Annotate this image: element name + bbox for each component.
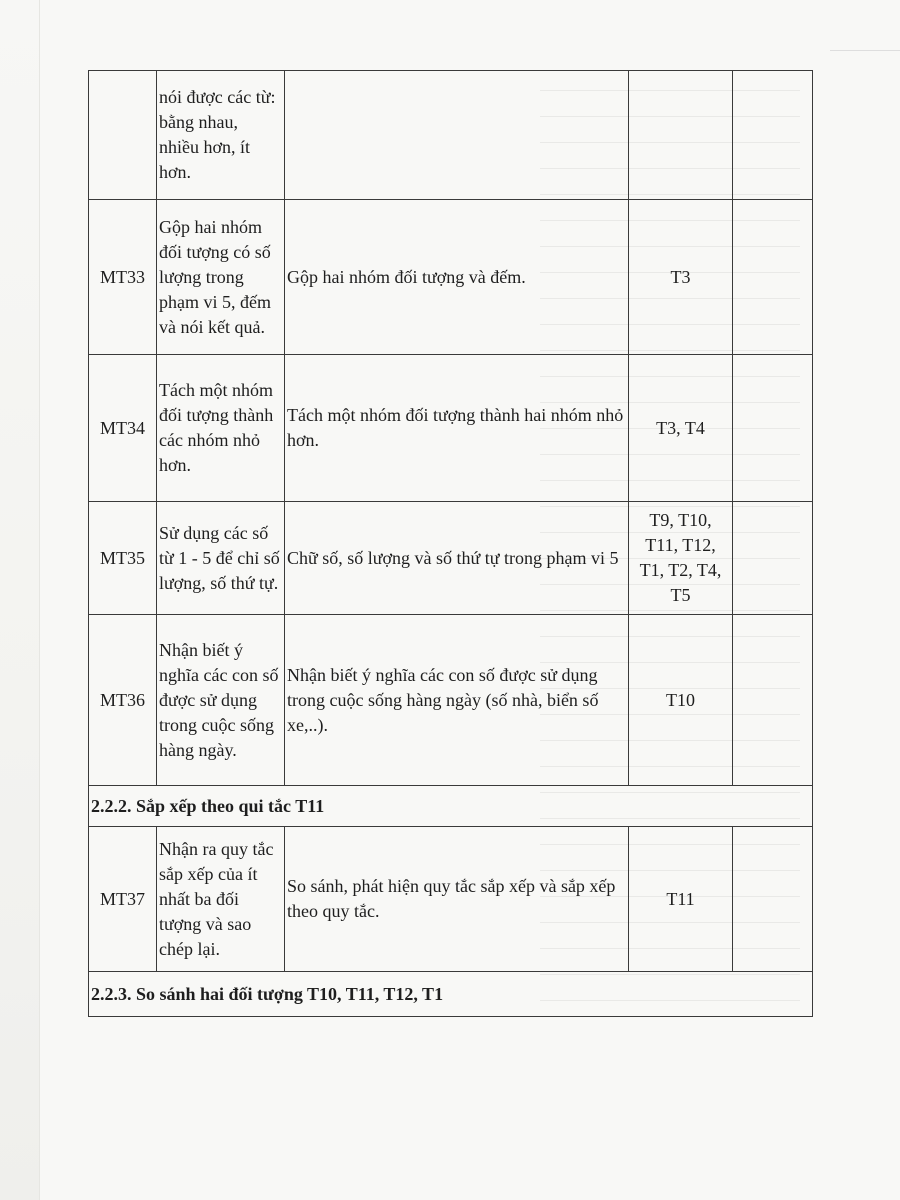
note-cell xyxy=(733,615,813,786)
note-cell xyxy=(733,827,813,972)
goal-text: Nhận biết ý nghĩa các con số được sử dụng trong cuộc sống hàng ngày. xyxy=(157,615,285,786)
note-cell xyxy=(733,355,813,502)
goal-text: Sử dụng các số từ 1 - 5 để chỉ số lượng, số thứ tự. xyxy=(157,502,285,615)
table-row xyxy=(89,827,813,972)
time-text: T3, T4 xyxy=(629,355,733,502)
section-heading: 2.2.2. Sắp xếp theo qui tắc T11 xyxy=(89,786,813,827)
content-text: Gộp hai nhóm đối tượng và đếm. xyxy=(285,200,629,355)
curriculum-table xyxy=(88,70,813,1017)
table-row xyxy=(89,200,813,355)
time-text: T3 xyxy=(629,200,733,355)
table-row xyxy=(89,71,813,200)
note-cell xyxy=(733,71,813,200)
goal-text: Gộp hai nhóm đối tượng có số lượng trong phạm vi 5, đếm và nói kết quả. xyxy=(157,200,285,355)
table-row xyxy=(89,355,813,502)
section-row xyxy=(89,786,813,827)
underlying-sheet-edge xyxy=(830,50,900,71)
section-heading: 2.2.3. So sánh hai đối tượng T10, T11, T12, T1 xyxy=(89,972,813,1017)
goal-code: MT34 xyxy=(89,355,157,502)
section-row xyxy=(89,972,813,1017)
note-cell xyxy=(733,200,813,355)
goal-code: MT37 xyxy=(89,827,157,972)
goal-code: MT33 xyxy=(89,200,157,355)
time-text: T11 xyxy=(629,827,733,972)
time-text xyxy=(629,71,733,200)
content-text: So sánh, phát hiện quy tắc sắp xếp và sắp xếp theo quy tắc. xyxy=(285,827,629,972)
table-row xyxy=(89,502,813,615)
content-text: Tách một nhóm đối tượng thành hai nhóm nhỏ hơn. xyxy=(285,355,629,502)
note-cell xyxy=(733,502,813,615)
content-text xyxy=(285,71,629,200)
goal-text: Tách một nhóm đối tượng thành các nhóm nhỏ hơn. xyxy=(157,355,285,502)
goal-text: Nhận ra quy tắc sắp xếp của ít nhất ba đối tượng và sao chép lại. xyxy=(157,827,285,972)
content-text: Chữ số, số lượng và số thứ tự trong phạm vi 5 xyxy=(285,502,629,615)
time-text: T10 xyxy=(629,615,733,786)
goal-code xyxy=(89,71,157,200)
table-row xyxy=(89,615,813,786)
content-text: Nhận biết ý nghĩa các con số được sử dụng trong cuộc sống hàng ngày (số nhà, biển số xe,..). xyxy=(285,615,629,786)
goal-code: MT36 xyxy=(89,615,157,786)
goal-text: nói được các từ: bằng nhau, nhiều hơn, ít hơn. xyxy=(157,71,285,200)
goal-code: MT35 xyxy=(89,502,157,615)
time-text: T9, T10, T11, T12, T1, T2, T4, T5 xyxy=(629,502,733,615)
